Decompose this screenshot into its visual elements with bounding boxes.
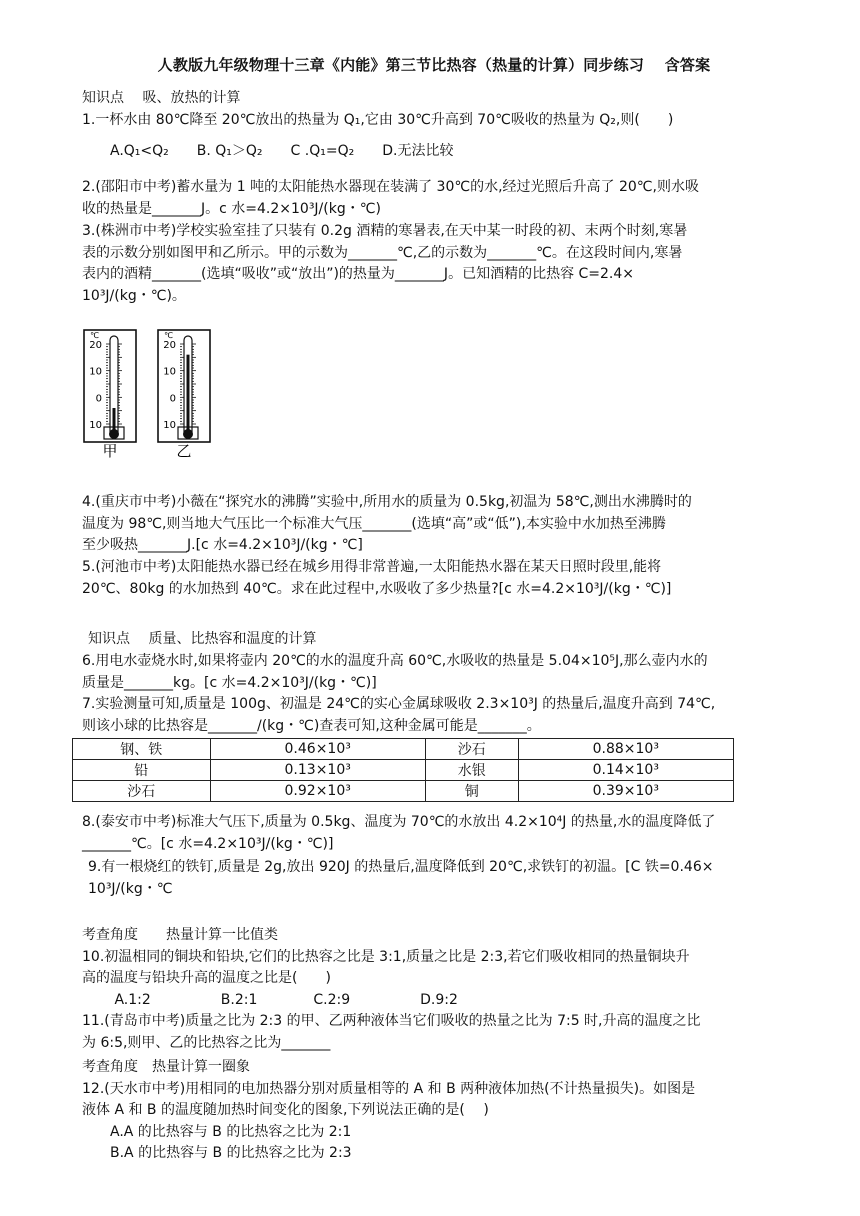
- table-cell: 0.92×10³: [210, 781, 425, 802]
- question-3: [82, 221, 822, 307]
- question-10-line-2: 高的温度与铅块升高的温度之比是( ): [82, 970, 331, 986]
- table-cell: 0.14×10³: [518, 760, 733, 781]
- section-3: [82, 925, 822, 1054]
- question-6-line-2: 质量是_______kg。[c 水=4.2×10³J/(kg・℃)]: [82, 674, 377, 691]
- table-cell: 铅: [73, 760, 211, 781]
- table-cell: 0.13×10³: [210, 760, 425, 781]
- table-cell: 水银: [425, 760, 518, 781]
- question-5-line-1: 5.(河池市中考)太阳能热水器已经在城乡用得非常普遍,一太阳能热水器在某天日照时段里,能将: [82, 559, 662, 575]
- question-1: 1.一杯水由 80℃降至 20℃放出的热量为 Q₁,它由 30℃升高到 70℃吸收的热量为 Q₂,则( ): [82, 111, 674, 128]
- question-6-line-1: 6.用电水壶烧水时,如果将壶内 20℃的水的温度升高 60℃,水吸收的热量是 5.04×10⁵J,那么壶内水的: [82, 653, 708, 669]
- table-row: [73, 760, 734, 781]
- table-cell: 钢、铁: [73, 739, 211, 760]
- question-2: [82, 177, 822, 220]
- table-cell: 0.46×10³: [210, 739, 425, 760]
- unit-label: ℃: [90, 331, 99, 340]
- question-8-line-1: 8.(泰安市中考)标准大气压下,质量为 0.5kg、温度为 70℃的水放出 4.2×10⁴J 的热量,水的温度降低了: [82, 814, 716, 830]
- page-title: 人教版九年级物理十三章《内能》第三节比热容（热量的计算）同步练习 含答案: [157, 56, 711, 74]
- unit-label: ℃: [164, 331, 173, 340]
- thermometer-bulb: [183, 429, 193, 439]
- question-8-line-2: _______℃。[c 水=4.2×10³J/(kg・℃)]: [82, 835, 334, 852]
- scale-label: 10: [89, 420, 102, 431]
- liquid-column: [187, 355, 190, 434]
- question-5-line-2: 20℃、80kg 的水加热到 40℃。求在此过程中,水吸收了多少热量?[c 水=4.2×10³J/(kg・℃)]: [82, 580, 672, 597]
- section-heading: 知识点 质量、比热容和温度的计算: [88, 631, 317, 647]
- question-1-options: A.Q₁<Q₂ B. Q₁＞Q₂ C .Q₁=Q₂ D.无法比较: [82, 143, 454, 159]
- question-2-line-2: 收的热量是_______J。c 水=4.2×10³J/(kg・℃): [82, 200, 381, 217]
- question-3-line-4: 10³J/(kg・℃)。: [82, 287, 186, 304]
- table-cell: 0.39×10³: [518, 781, 733, 802]
- question-4-line-3: 至少吸热_______J.[c 水=4.2×10³J/(kg・℃]: [82, 537, 363, 553]
- question-10-line-1: 10.初温相同的铜块和铅块,它们的比热容之比是 3:1,质量之比是 2:3,若它们吸收相同的热量铜块升: [82, 948, 690, 965]
- question-4-line-2: 温度为 98℃,则当地大气压比一个标准大气压_______(选填“高”或“低”),本实验中水加热至沸腾: [82, 515, 666, 532]
- section-4: [82, 1057, 822, 1165]
- question-5: [82, 557, 822, 600]
- scale-label: 10: [89, 366, 102, 378]
- question-7: [82, 694, 822, 737]
- table-cell: 沙石: [73, 781, 211, 802]
- question-12-line-1: 12.(天水市中考)用相同的电加热器分别对质量相等的 A 和 B 两种液体加热(不计热量损失)。如图是: [82, 1080, 696, 1097]
- question-10-options: A.1:2 B.2:1 C.2:9 D.9:2: [82, 991, 458, 1008]
- thermometer-svg: [82, 326, 212, 458]
- thermometer-bulb: [109, 429, 119, 439]
- table-row: [73, 781, 734, 802]
- question-9-line-1: 9.有一根烧红的铁钉,质量是 2g,放出 920J 的热量后,温度降低到 20℃,求铁钉的初温。[C 铁=0.46×: [88, 859, 714, 875]
- question-3-line-2: 表的示数分别如图甲和乙所示。甲的示数为_______℃,乙的示数为_______℃。在这段时间内,寒暑: [82, 244, 683, 261]
- section-heading: 考查角度 热量计算一圈象: [82, 1059, 250, 1075]
- table-cell: 沙石: [425, 739, 518, 760]
- scale-label: 20: [163, 340, 176, 351]
- question-12-option-b: B.A 的比热容与 B 的比热容之比为 2:3: [82, 1145, 352, 1161]
- scale-label: 10: [163, 366, 176, 378]
- section-1: [82, 88, 822, 163]
- table-cell: 铜: [425, 781, 518, 802]
- question-7-line-2: 则该小球的比热容是_______/(kg・℃)查表可知,这种金属可能是_______。: [82, 717, 541, 734]
- label-yi: 乙: [176, 442, 192, 458]
- question-2-line-1: 2.(邵阳市中考)蓄水量为 1 吨的太阳能热水器现在装满了 30℃的水,经过光照后升高了 20℃,则水吸: [82, 179, 699, 195]
- scale-label: 0: [95, 393, 102, 405]
- question-12-line-2: 液体 A 和 B 的温度随加热时间变化的图象,下列说法正确的是( ): [82, 1102, 489, 1118]
- question-11-line-1: 11.(青岛市中考)质量之比为 2:3 的甲、乙两种液体当它们吸收的热量之比为 7:5 时,升高的温度之比: [82, 1013, 701, 1029]
- thermometer-jia: [89, 331, 124, 439]
- label-jia: 甲: [102, 442, 118, 458]
- specific-heat-table: [72, 738, 734, 802]
- question-8: [82, 812, 822, 855]
- scale-label: 10: [163, 420, 176, 431]
- question-11-line-2: 为 6:5,则甲、乙的比热容之比为_______: [82, 1034, 331, 1051]
- scale-label: 20: [89, 340, 102, 351]
- question-12-option-a: A.A 的比热容与 B 的比热容之比为 2:1: [82, 1123, 352, 1140]
- question-4-line-1: 4.(重庆市中考)小薇在“探究水的沸腾”实验中,所用水的质量为 0.5kg,初温为 58℃,测出水沸腾时的: [82, 494, 692, 510]
- question-3-line-3: 表内的酒精_______(选填“吸收”或“放出”)的热量为_______J。已知酒精的比热容 C=2.4×: [82, 266, 635, 282]
- thermometer-yi: [163, 331, 198, 439]
- question-4: [82, 492, 822, 557]
- section-heading: 考查角度 热量计算一比值类: [82, 927, 278, 943]
- table-cell: 0.88×10³: [518, 739, 733, 760]
- section-2-heading: [82, 629, 828, 651]
- table-row: [73, 739, 734, 760]
- question-9-line-2: 10³J/(kg・℃: [88, 880, 173, 897]
- question-6: [82, 651, 822, 694]
- section-heading: 知识点 吸、放热的计算: [82, 90, 241, 106]
- thermometer-figure: [82, 326, 212, 458]
- question-9: [82, 857, 828, 900]
- scale-label: 0: [169, 393, 176, 405]
- question-3-line-1: 3.(株洲市中考)学校实验室挂了只装有 0.2g 酒精的寒暑表,在天中某一时段的初、末两个时刻,寒暑: [82, 223, 688, 239]
- question-7-line-1: 7.实验测量可知,质量是 100g、初温是 24℃的实心金属球吸收 2.3×10³J 的热量后,温度升高到 74℃,: [82, 696, 716, 712]
